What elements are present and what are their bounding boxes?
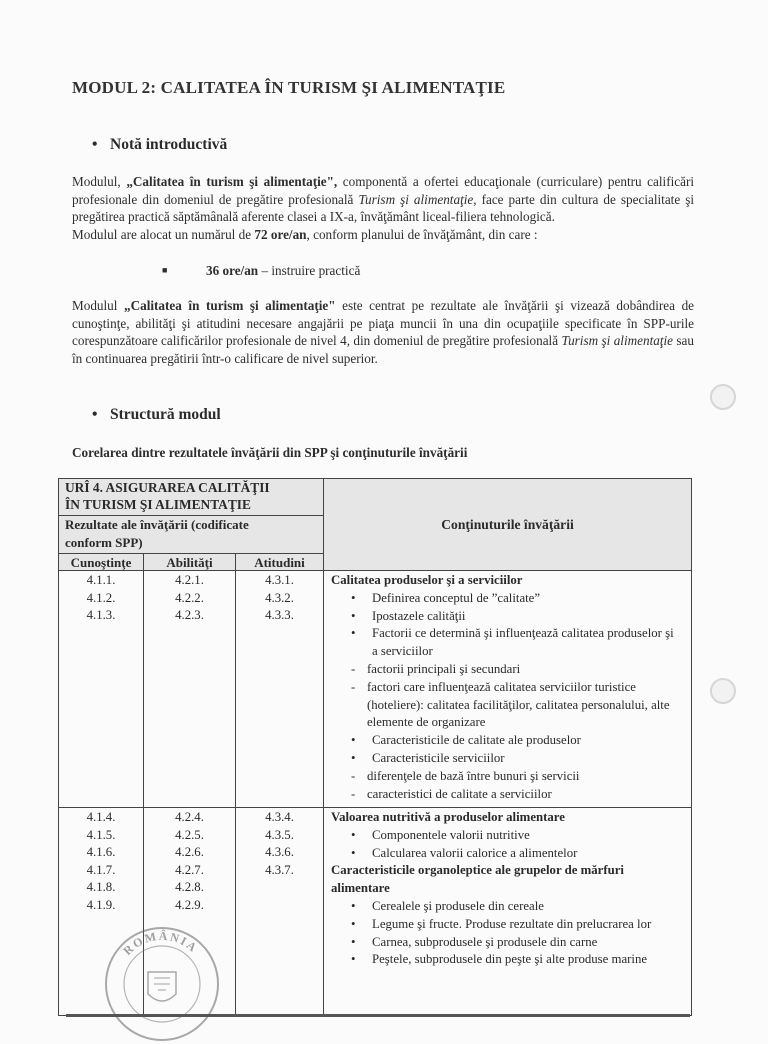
code-value: 4.1.7.: [86, 862, 116, 877]
code-value: 4.1.1.: [86, 573, 116, 587]
code-value: 4.1.4.: [86, 810, 116, 824]
content-bullet-item: • Caracteristicile de calitate ale produselor: [325, 732, 681, 750]
content-heading: Valoarea nutritivă a produselor alimentare: [331, 810, 565, 824]
code-value: 4.1.9.: [86, 897, 116, 912]
row2-cunostinte-codes: [59, 809, 143, 915]
content-bullet-item: • Caracteristicile serviciilor: [325, 750, 681, 768]
stamp-text: ROMÂNIA: [120, 928, 201, 958]
svg-text:ROMÂNIA: [120, 929, 201, 958]
uri-title: URÎ 4. ASIGURAREA CALITĂŢII ÎN TURISM ŞI ALIMENTAŢIE: [65, 480, 270, 512]
content-bullet-item: • Calcularea valorii calorice a alimentelor: [325, 845, 681, 863]
code-value: 4.2.5.: [175, 827, 204, 842]
official-stamp-icon: [96, 924, 228, 1044]
row1-atitudini-codes: [236, 572, 323, 625]
intro-paragraph: Modulul, „Calitatea în turism şi alimentaţie", componentă a ofertei educaţionale (curriculare) pentru calificări profesionale din domeniul de pregătire profesională Turism şi alimentaţie, face parte din cultura de specialitate şi pregătirea practică săptămânală aferente clasei a IX-a, învăţământ liceal-filiera tehnologică. Modulul are alocat un numărul de 72 ore/an, conform planului de învăţământ, din care :: [72, 174, 695, 242]
code-value: 4.1.8.: [86, 880, 116, 895]
content-bullet-item: • Componentele valorii nutritive: [325, 827, 681, 845]
content-heading: Calitatea produselor şi a serviciilor: [331, 573, 523, 587]
code-value: 4.3.5.: [265, 827, 294, 842]
rezultate-header: Rezultate ale învăţării (codificate conform SPP): [65, 517, 249, 550]
square-bullet-icon: ■: [162, 265, 168, 275]
code-value: 4.2.6.: [175, 845, 204, 860]
header-atitudini: Atitudini: [254, 555, 305, 570]
code-value: 4.3.6.: [265, 845, 294, 860]
code-value: 4.2.1.: [175, 573, 204, 587]
content-bullet-item: • Cerealele şi produsele din cereale: [325, 898, 681, 916]
content-bullet-item: • Definirea conceptul de ”calitate”: [325, 590, 681, 608]
code-value: 4.2.4.: [175, 810, 204, 824]
header-abilitati: Abilităţi: [166, 555, 213, 570]
code-value: 4.2.2.: [175, 590, 204, 605]
page-bottom-rule: [66, 1014, 690, 1017]
header-continuturi: Conţinuturile învăţării: [441, 517, 574, 532]
code-value: 4.3.2.: [265, 590, 294, 605]
code-value: 4.1.6.: [86, 845, 116, 860]
code-value: 4.1.3.: [86, 608, 116, 623]
bullet-icon: •: [92, 136, 98, 153]
code-value: 4.3.4.: [265, 810, 294, 824]
module-title: MODUL 2: CALITATEA ÎN TURISM ŞI ALIMENTAŢIE: [72, 78, 506, 97]
content-bullet-item: • Carnea, subprodusele şi produsele din carne: [325, 934, 681, 952]
section-intro-heading: • Notă introductivă: [92, 136, 228, 153]
row2-contents: [325, 809, 681, 969]
content-dash-item: - caracteristici de calitate a serviciilor: [325, 786, 681, 804]
row1-abilitati-codes: [144, 572, 235, 625]
content-heading: Caracteristicile organoleptice ale grupelor de mărfuri alimentare: [331, 863, 624, 896]
row2-abilitati-codes: [144, 809, 235, 915]
table-caption: Corelarea dintre rezultatele învăţării din SPP şi conţinuturile învăţării: [72, 445, 468, 460]
content-bullet-item: • Ipostazele calităţii: [325, 608, 681, 626]
row1-cunostinte-codes: [59, 572, 143, 625]
code-value: 4.2.8.: [175, 880, 204, 895]
header-cunostinte: Cunoştinţe: [70, 555, 132, 570]
code-value: 4.2.9.: [175, 897, 204, 912]
code-value: 4.1.2.: [86, 590, 116, 605]
practical-hours-item: ■ 36 ore/an – instruire practică: [162, 263, 361, 278]
section-structure-heading: • Structură modul: [92, 406, 221, 423]
row2-atitudini-codes: [236, 809, 323, 879]
content-dash-item: - diferenţele de bază între bunuri şi servicii: [325, 768, 681, 786]
code-value: 4.3.3.: [265, 608, 294, 623]
row1-contents: [325, 572, 681, 803]
code-value: 4.3.1.: [265, 573, 294, 587]
punch-hole-icon: [710, 384, 736, 410]
content-dash-item: - factorii principali şi secundari: [325, 661, 681, 679]
content-bullet-item: • Peştele, subprodusele din peşte şi alte produse marine: [325, 951, 681, 969]
code-value: 4.1.5.: [86, 827, 116, 842]
code-value: 4.3.7.: [265, 862, 294, 877]
content-bullet-item: • Factorii ce determină şi influenţează calitatea produselor şi a serviciilor: [325, 625, 681, 661]
code-value: 4.2.3.: [175, 608, 204, 623]
bullet-icon: •: [92, 406, 98, 423]
content-dash-item: - factori care influenţează calitatea serviciilor turistice (hoteliere): calitatea facilităţilor, calitatea personalului, alte elemente de organizare: [325, 679, 681, 732]
content-bullet-item: • Legume şi fructe. Produse rezultate din prelucrarea lor: [325, 916, 681, 934]
code-value: 4.2.7.: [175, 862, 204, 877]
module-description-paragraph: Modulul „Calitatea în turism şi alimentaţie" este centrat pe rezultate ale învăţării şi vizează dobândirea de cunoştinţe, abilităţi şi atitudini necesare angajării pe piaţa muncii în una din ocupaţiile specificate în SPP-urile corespunzătoare calificărilor profesionale de nivel 4, din domeniul de pregătire profesională Turism şi alimentaţie sau în continuarea pregătirii într-o calificare de nivel superior.: [72, 298, 695, 366]
punch-hole-icon: [710, 678, 736, 704]
